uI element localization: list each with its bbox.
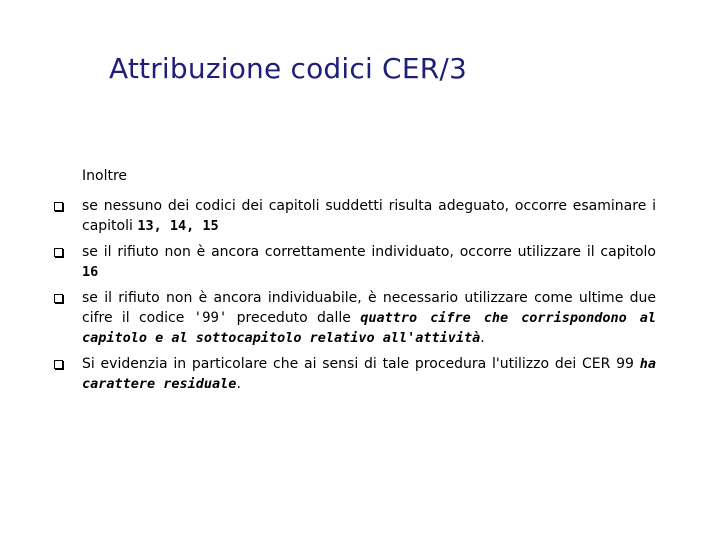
intro-text: Inoltre xyxy=(82,168,128,184)
bullet-item xyxy=(50,354,656,394)
bullet-text: se il rifiuto non è ancora individuabile, è necessario utilizzare come ultime due cifre il codice xyxy=(82,290,656,326)
bullet-text: se nessuno dei codici dei capitoli suddetti risulta adeguato, occorre esaminare i capitoli xyxy=(82,198,656,234)
bullet-emphasis: quattro cifre che corrispondono al capitolo e al sottocapitolo relativo all'attività xyxy=(82,310,656,346)
bullet-item xyxy=(50,196,656,236)
square-bullet-icon xyxy=(54,360,63,369)
bullet-text: . xyxy=(236,376,241,392)
bullet-item xyxy=(50,288,656,348)
bullet-emphasis: ha carattere residuale xyxy=(82,356,656,392)
bullet-item xyxy=(50,242,656,282)
bullet-code: '99' xyxy=(193,310,228,326)
square-bullet-icon xyxy=(54,248,63,257)
bullet-list xyxy=(50,196,656,400)
bullet-emphasis: 16 xyxy=(82,264,99,280)
bullet-text: se il rifiuto non è ancora correttamente individuato, occorre utilizzare il capitolo xyxy=(82,244,656,260)
square-bullet-icon xyxy=(54,294,63,303)
slide-title: Attribuzione codici CER/3 xyxy=(109,52,468,85)
bullet-text: . xyxy=(480,330,485,346)
bullet-text: preceduto dalle xyxy=(227,310,361,326)
square-bullet-icon xyxy=(54,202,63,211)
bullet-text: Si evidenzia in particolare che ai sensi di tale procedura l'utilizzo dei CER 99 xyxy=(82,356,640,372)
bullet-emphasis: 13, 14, 15 xyxy=(137,218,219,234)
